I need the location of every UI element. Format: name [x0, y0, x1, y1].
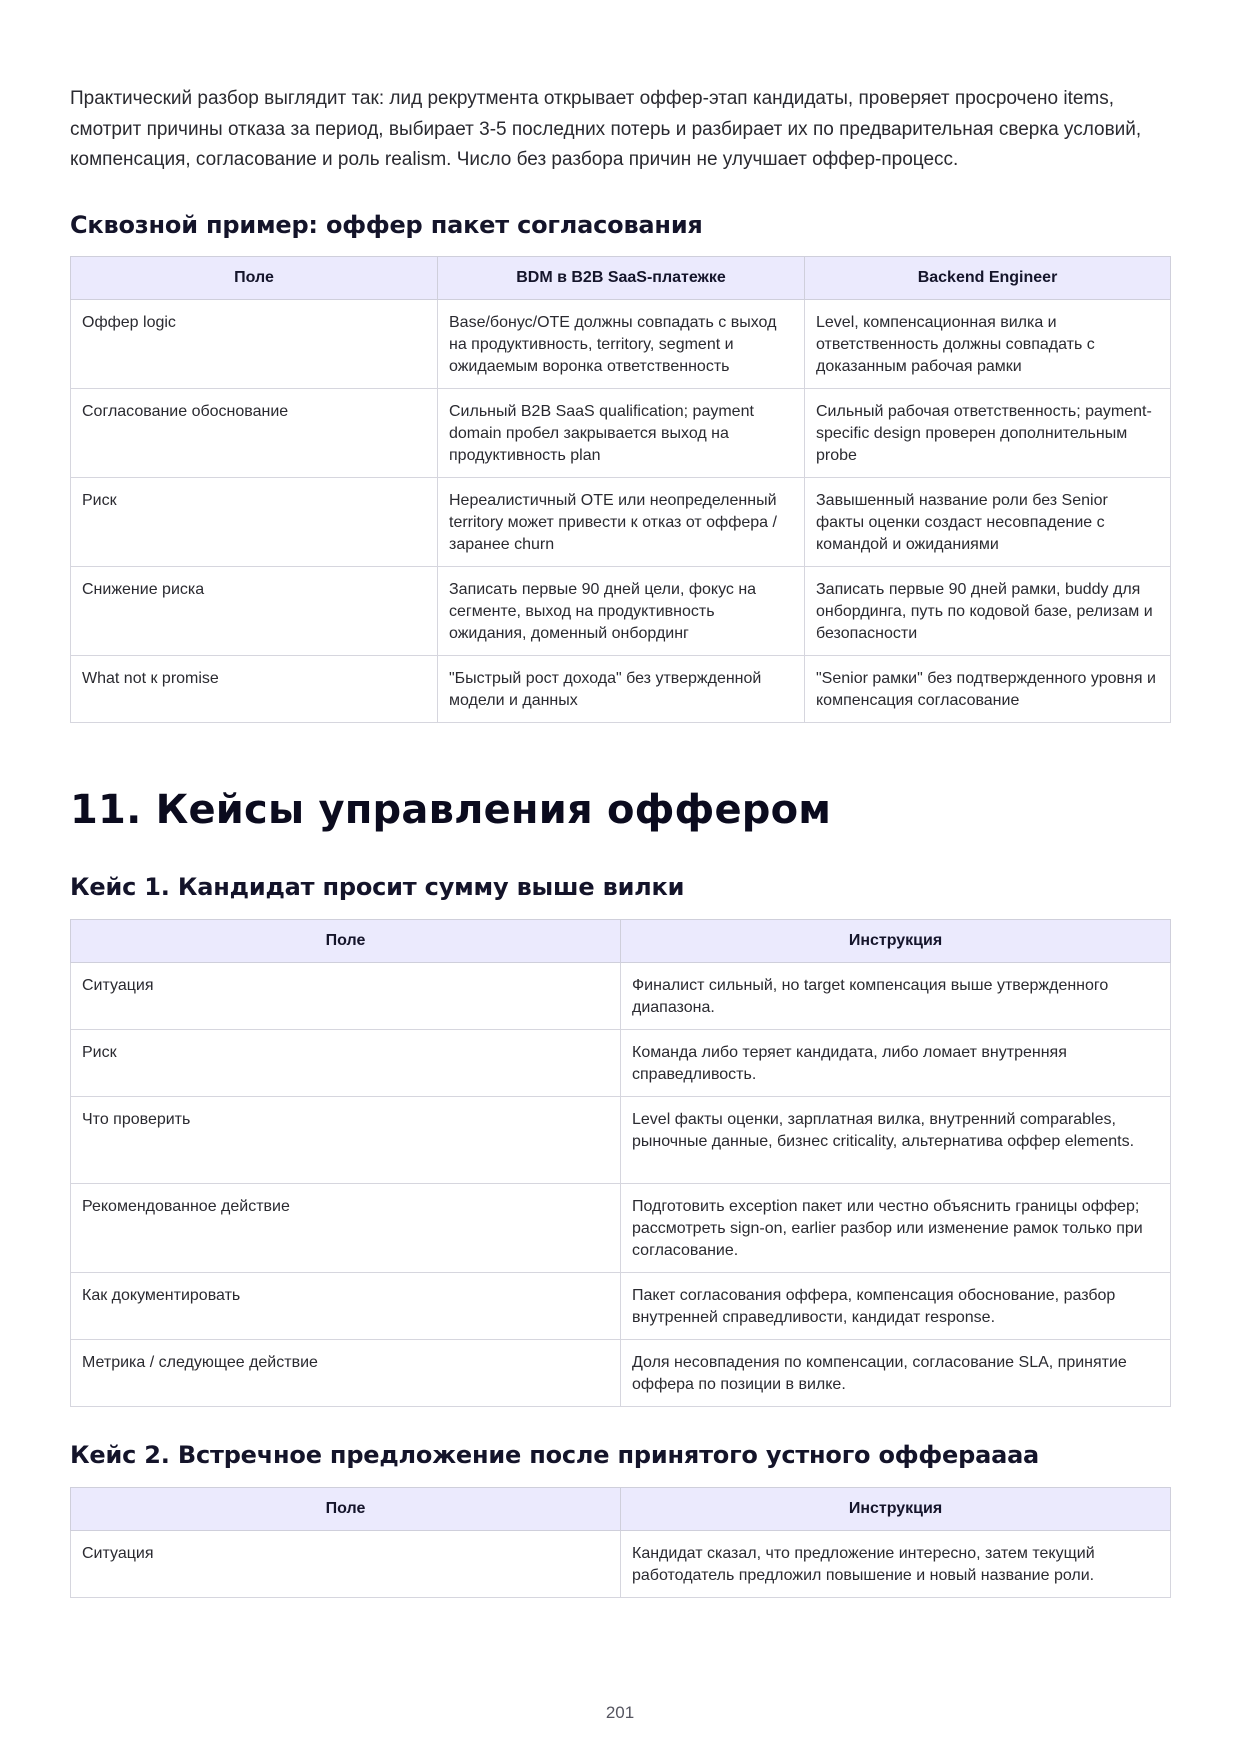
table-row	[71, 1097, 1171, 1184]
column-header: Поле	[71, 920, 621, 963]
table-cell: Level факты оценки, зарплатная вилка, внутренний comparables, рыночные данные, бизнес criticality, альтернатива оффер elements.	[621, 1097, 1171, 1184]
table-header-row	[71, 257, 1171, 300]
table-cell: Оффер logic	[71, 300, 438, 389]
table-row	[71, 478, 1171, 567]
case2-table	[70, 1487, 1171, 1598]
example-heading: Сквозной пример: оффер пакет согласования	[70, 211, 703, 239]
table-cell: Доля несовпадения по компенсации, согласование SLA, принятие оффера по позиции в вилке.	[621, 1340, 1171, 1407]
page-number: 201	[605, 1703, 635, 1722]
table-cell: Записать первые 90 дней цели, фокус на сегменте, выход на продуктивность ожидания, доменный онбординг	[438, 567, 805, 656]
intro-paragraph: Практический разбор выглядит так: лид рекрутмента открывает оффер-этап кандидаты, проверяет просрочено items, смотрит причины отказа за период, выбирает 3-5 последних потерь и разбирает их по предварительная сверка условий, компенсация, согласование и роль realism. Число без разбора причин не улучшает оффер-процесс.	[70, 88, 1142, 170]
table-cell: Как документировать	[71, 1273, 621, 1340]
case1-table	[70, 919, 1171, 1407]
table-row	[71, 300, 1171, 389]
table-header-row	[71, 920, 1171, 963]
table-cell: What not к promise	[71, 656, 438, 723]
table-cell: "Senior рамки" без подтвержденного уровня и компенсация согласование	[805, 656, 1171, 723]
table-cell: Риск	[71, 478, 438, 567]
case2-heading: Кейс 2. Встречное предложение после принятого устного офферааaa	[70, 1441, 1040, 1469]
column-header: Поле	[71, 257, 438, 300]
table-cell: Base/бонус/OTE должны совпадать с выход на продуктивность, territory, segment и ожидаемым воронка ответственность	[438, 300, 805, 389]
table-row	[71, 1184, 1171, 1273]
table-cell: Ситуация	[71, 963, 621, 1030]
case1-heading: Кейс 1. Кандидат просит сумму выше вилки	[70, 873, 685, 901]
table-cell: Финалист сильный, но target компенсация выше утвержденного диапазона.	[621, 963, 1171, 1030]
table-cell: Записать первые 90 дней рамки, buddy для онбординга, путь по кодовой базе, релизам и безопасности	[805, 567, 1171, 656]
column-header: BDM в B2B SaaS-платежке	[438, 257, 805, 300]
column-header: Инструкция	[621, 920, 1171, 963]
table-cell: Ситуация	[71, 1531, 621, 1598]
table-row	[71, 1531, 1171, 1598]
table-row	[71, 1340, 1171, 1407]
table-cell: "Быстрый рост дохода" без утвержденной модели и данных	[438, 656, 805, 723]
table-cell: Level, компенсационная вилка и ответственность должны совпадать с доказанным рабочая рамки	[805, 300, 1171, 389]
table-row	[71, 1273, 1171, 1340]
table-cell: Снижение риска	[71, 567, 438, 656]
table-cell: Нереалистичный OTE или неопределенный territory может привести к отказ от оффера / заранее churn	[438, 478, 805, 567]
table-cell: Сильный B2B SaaS qualification; payment domain пробел закрывается выход на продуктивность plan	[438, 389, 805, 478]
table-header-row	[71, 1488, 1171, 1531]
table-cell: Команда либо теряет кандидата, либо ломает внутренняя справедливость.	[621, 1030, 1171, 1097]
table-cell: Кандидат сказал, что предложение интересно, затем текущий работодатель предложил повышение и новый название роли.	[621, 1531, 1171, 1598]
table-cell: Рекомендованное действие	[71, 1184, 621, 1273]
table-row	[71, 1030, 1171, 1097]
table-cell: Завышенный название роли без Senior факты оценки создаст несовпадение с командой и ожиданиями	[805, 478, 1171, 567]
table-cell: Подготовить exception пакет или честно объяснить границы оффер; рассмотреть sign-on, earlier разбор или изменение рамок только при согласование.	[621, 1184, 1171, 1273]
table-row	[71, 656, 1171, 723]
column-header: Инструкция	[621, 1488, 1171, 1531]
table-row	[71, 963, 1171, 1030]
example-table	[70, 256, 1171, 723]
table-cell: Метрика / следующее действие	[71, 1340, 621, 1407]
column-header: Backend Engineer	[805, 257, 1171, 300]
table-cell: Пакет согласования оффера, компенсация обоснование, разбор внутренней справедливости, кандидат response.	[621, 1273, 1171, 1340]
table-cell: Согласование обоснование	[71, 389, 438, 478]
table-row	[71, 389, 1171, 478]
column-header: Поле	[71, 1488, 621, 1531]
table-cell: Что проверить	[71, 1097, 621, 1184]
table-row	[71, 567, 1171, 656]
table-cell: Риск	[71, 1030, 621, 1097]
section-title: 11. Кейсы управления оффером	[70, 787, 832, 833]
table-cell: Сильный рабочая ответственность; payment-specific design проверен дополнительным probe	[805, 389, 1171, 478]
